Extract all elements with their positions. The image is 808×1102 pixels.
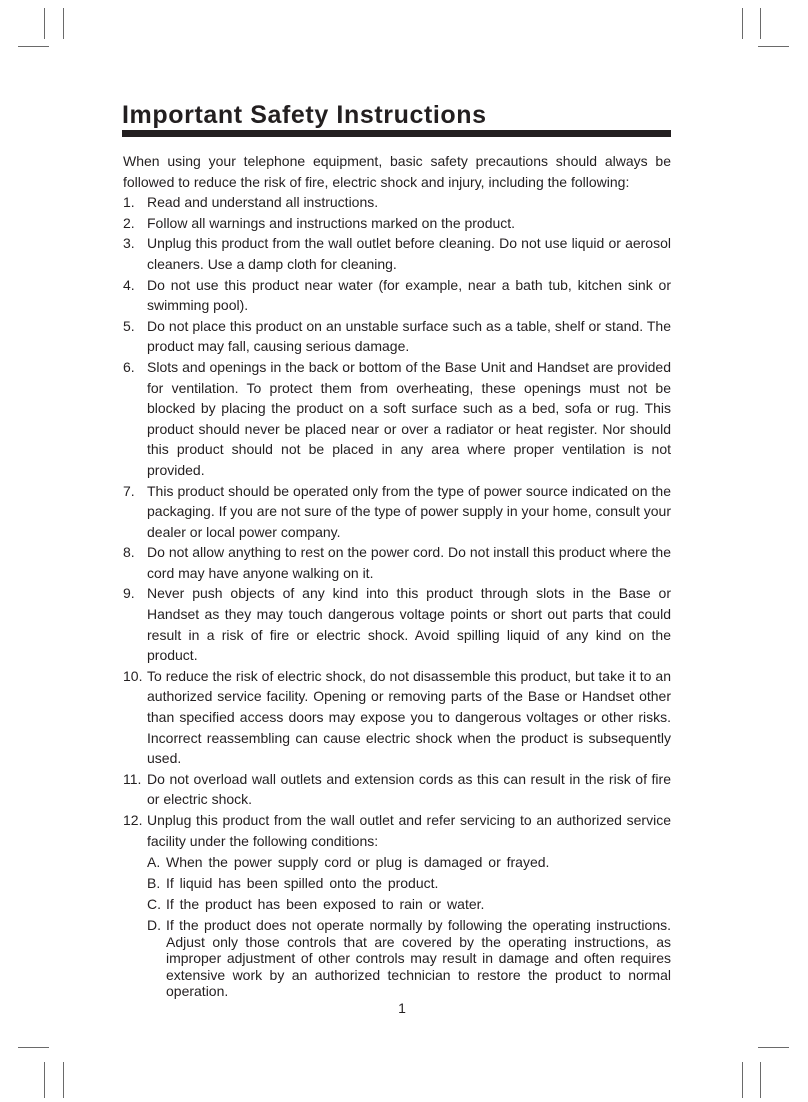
crop-mark	[760, 1062, 761, 1098]
item-number: 10.	[123, 667, 143, 684]
condition-text: If the product does not operate normally by following the operating instructions. Adjust only those controls that are covered by the operating instructions, as improper adjustment of other controls may result in damage and often requires extensive work by an authorized technician to restore the product to normal operation.	[166, 916, 671, 1000]
list-item	[123, 213, 671, 234]
condition-letter: A.	[147, 853, 161, 870]
page-title: Important Safety Instructions	[122, 101, 487, 129]
crop-mark	[18, 1047, 49, 1048]
condition-letter: C.	[147, 895, 161, 912]
item-text: Do not overload wall outlets and extension cords as this can result in the risk of fire or electric shock.	[147, 770, 671, 808]
page-number: 1	[398, 1000, 406, 1016]
item-number: 4.	[123, 276, 135, 293]
title-rule	[122, 130, 671, 137]
crop-mark	[742, 1062, 743, 1098]
condition-letter: D.	[147, 916, 161, 933]
crop-mark	[44, 1062, 45, 1098]
condition-item	[147, 894, 671, 915]
condition-item	[147, 915, 671, 1000]
item-text: Never push objects of any kind into this product through slots in the Base or Handset as they may touch dangerous voltage points or short out parts that could result in a risk of fire or electric shock. Avoid spilling liquid of any kind on the product.	[147, 585, 671, 664]
list-item	[123, 583, 671, 665]
condition-item	[147, 852, 671, 873]
item-number: 9.	[123, 585, 135, 602]
list-item	[123, 481, 671, 543]
item-text: Unplug this product from the wall outlet and refer servicing to an authorized service facility under the following conditions:	[147, 812, 671, 849]
item-text: Do not allow anything to rest on the power cord. Do not install this product where the cord may have anyone walking on it.	[147, 544, 671, 581]
condition-text: If the product has been exposed to rain or water.	[166, 895, 485, 912]
crop-mark	[760, 8, 761, 39]
list-item	[123, 666, 671, 769]
item-number: 5.	[123, 317, 135, 334]
list-item	[123, 316, 671, 357]
crop-mark	[63, 8, 64, 39]
condition-text: When the power supply cord or plug is damaged or frayed.	[166, 853, 550, 870]
list-item	[123, 233, 671, 274]
condition-text: If liquid has been spilled onto the product.	[166, 874, 439, 891]
crop-mark	[742, 8, 743, 39]
item-number: 6.	[123, 358, 135, 375]
item-text: Follow all warnings and instructions marked on the product.	[147, 214, 516, 231]
condition-item	[147, 873, 671, 894]
crop-mark	[44, 8, 45, 39]
item-number: 8.	[123, 544, 135, 561]
list-item	[123, 192, 671, 213]
crop-mark	[758, 1047, 789, 1048]
crop-mark	[758, 46, 789, 47]
item-text: Unplug this product from the wall outlet before cleaning. Do not use liquid or aerosol cleaners. Use a damp cloth for cleaning.	[147, 235, 671, 272]
item-number: 11.	[123, 770, 142, 787]
item-number: 7.	[123, 482, 135, 499]
instructions-body	[123, 151, 671, 1000]
item-number: 12.	[123, 812, 143, 828]
item-text: To reduce the risk of electric shock, do not disassemble this product, but take it to an authorized service facility. Opening or removing parts of the Base or Handset other than specified access doors may expose you to dangerous voltages or other risks. Incorrect reassembling can cause electric shock when the product is subsequently used.	[147, 667, 671, 767]
item-number: 3.	[123, 235, 135, 252]
item-number: 2.	[123, 214, 135, 231]
item-text: This product should be operated only from the type of power source indicated on the packaging. If you are not sure of the type of power supply in your home, consult your dealer or local power company.	[147, 482, 671, 540]
list-item	[123, 357, 671, 481]
list-item	[123, 769, 671, 810]
item-text: Do not place this product on an unstable surface such as a table, shelf or stand. The product may fall, causing serious damage.	[147, 317, 671, 355]
condition-letter: B.	[147, 874, 161, 891]
item-number: 1.	[123, 194, 135, 211]
item-text: Slots and openings in the back or bottom of the Base Unit and Handset are provided for ventilation. To protect them from overheating, these openings must not be blocked by placing the product on a soft surface such as a bed, sofa or rug. This product should never be placed near or over a radiator or heat register. Nor should this product should not be placed in any area where proper ventilation is not provided.	[147, 358, 671, 478]
conditions-list	[147, 852, 671, 1000]
crop-mark	[63, 1062, 64, 1098]
list-item	[123, 810, 671, 1000]
list-item	[123, 275, 671, 316]
list-item	[123, 542, 671, 583]
crop-mark	[18, 46, 49, 47]
item-text: Read and understand all instructions.	[147, 194, 379, 211]
item-body	[147, 810, 671, 1000]
intro-paragraph: When using your telephone equipment, basic safety precautions should always be followed to reduce the risk of fire, electric shock and injury, including the following:	[123, 153, 671, 190]
item-text: Do not use this product near water (for example, near a bath tub, kitchen sink or swimming pool).	[147, 276, 671, 314]
